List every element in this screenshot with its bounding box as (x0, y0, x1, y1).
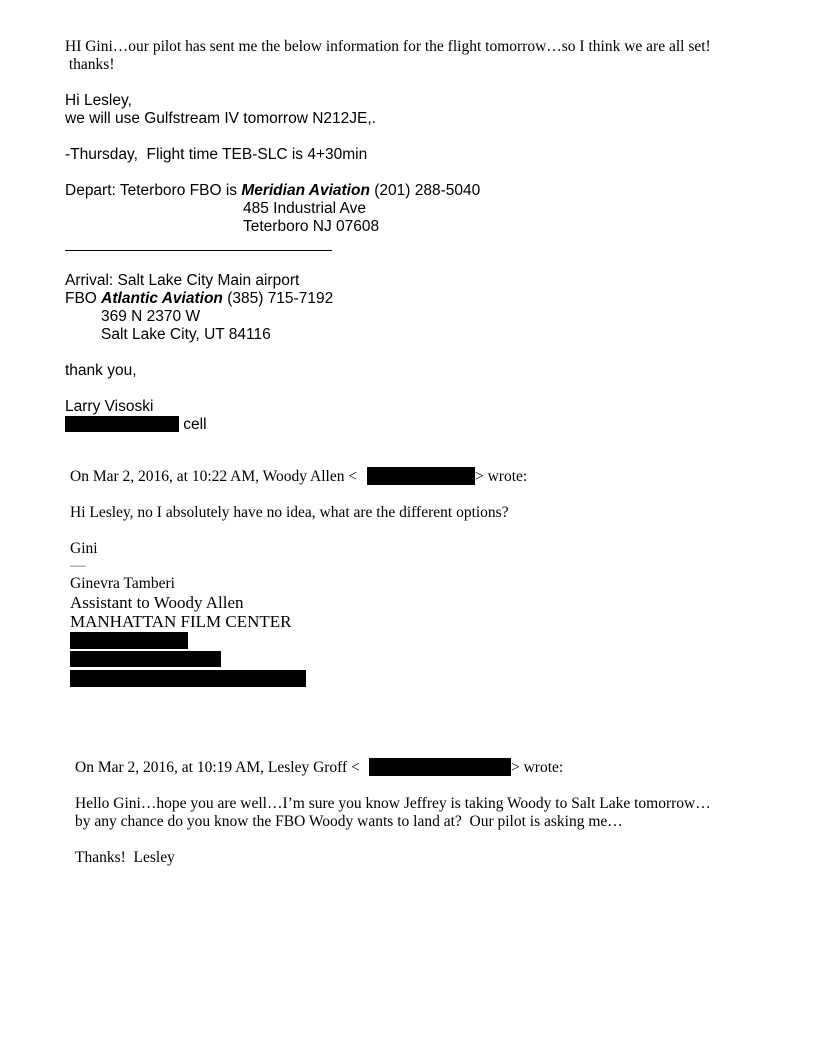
lesley-body-line-2: by any chance do you know the FBO Woody wants to land at? Our pilot is asking me… (75, 813, 623, 830)
woody-full-name: Ginevra Tamberi (70, 575, 175, 592)
cell-label: cell (179, 416, 207, 433)
depart-address-1: 485 Industrial Ave (243, 200, 366, 217)
redacted-signature-line-1 (70, 632, 188, 649)
woody-body: Hi Lesley, no I absolutely have no idea, what are the different options? (70, 504, 509, 521)
signature-dash: — (70, 557, 86, 574)
pilot-aircraft: we will use Gulfstream IV tomorrow N212JE,. (65, 110, 376, 127)
arrival-fbo-prefix: FBO (65, 290, 102, 307)
lesley-header-suffix: > wrote: (511, 759, 564, 776)
pilot-flight-time: -Thursday, Flight time TEB-SLC is 4+30min (65, 146, 368, 163)
lesley-header-prefix: On Mar 2, 2016, at 10:19 AM, Lesley Groff < (75, 759, 360, 776)
depart-line (65, 182, 480, 200)
intro-line-1: HI Gini…our pilot has sent me the below information for the flight tomorrow…so I think we are all set! (65, 38, 711, 55)
pilot-greeting: Hi Lesley, (65, 92, 132, 109)
redacted-phone (65, 416, 179, 432)
woody-company: MANHATTAN FILM CENTER (70, 612, 292, 631)
arrival-phone: (385) 715-7192 (222, 290, 334, 307)
arrival-label: Arrival: Salt Lake City Main airport (65, 272, 300, 289)
redacted-signature-line-2 (70, 651, 221, 667)
woody-header-suffix: > wrote: (475, 468, 528, 485)
arrival-fbo-line (65, 290, 333, 308)
lesley-body-line-1: Hello Gini…hope you are well…I’m sure you know Jeffrey is taking Woody to Salt Lake tomorrow… (75, 795, 711, 812)
woody-title: Assistant to Woody Allen (70, 593, 244, 612)
depart-address-2: Teterboro NJ 07608 (243, 218, 380, 235)
arrival-address-2: Salt Lake City, UT 84116 (101, 326, 271, 343)
depart-label: Depart: Teterboro FBO is (65, 182, 242, 199)
lesley-sign-off: Thanks! Lesley (75, 849, 175, 866)
divider-rule (65, 250, 332, 251)
woody-sign: Gini (70, 540, 98, 557)
redacted-email-lesley (369, 758, 511, 776)
redacted-signature-line-3 (70, 670, 306, 687)
redacted-email-woody (367, 467, 475, 485)
intro-line-2: thanks! (65, 56, 115, 73)
pilot-closing: thank you, (65, 362, 137, 379)
depart-phone: (201) 288-5040 (369, 182, 481, 199)
arrival-fbo-name: Atlantic Aviation (101, 290, 223, 307)
pilot-signature-name: Larry Visoski (65, 398, 154, 415)
depart-fbo-name: Meridian Aviation (241, 182, 370, 199)
woody-header-prefix: On Mar 2, 2016, at 10:22 AM, Woody Allen < (70, 468, 358, 485)
arrival-address-1: 369 N 2370 W (101, 308, 201, 325)
